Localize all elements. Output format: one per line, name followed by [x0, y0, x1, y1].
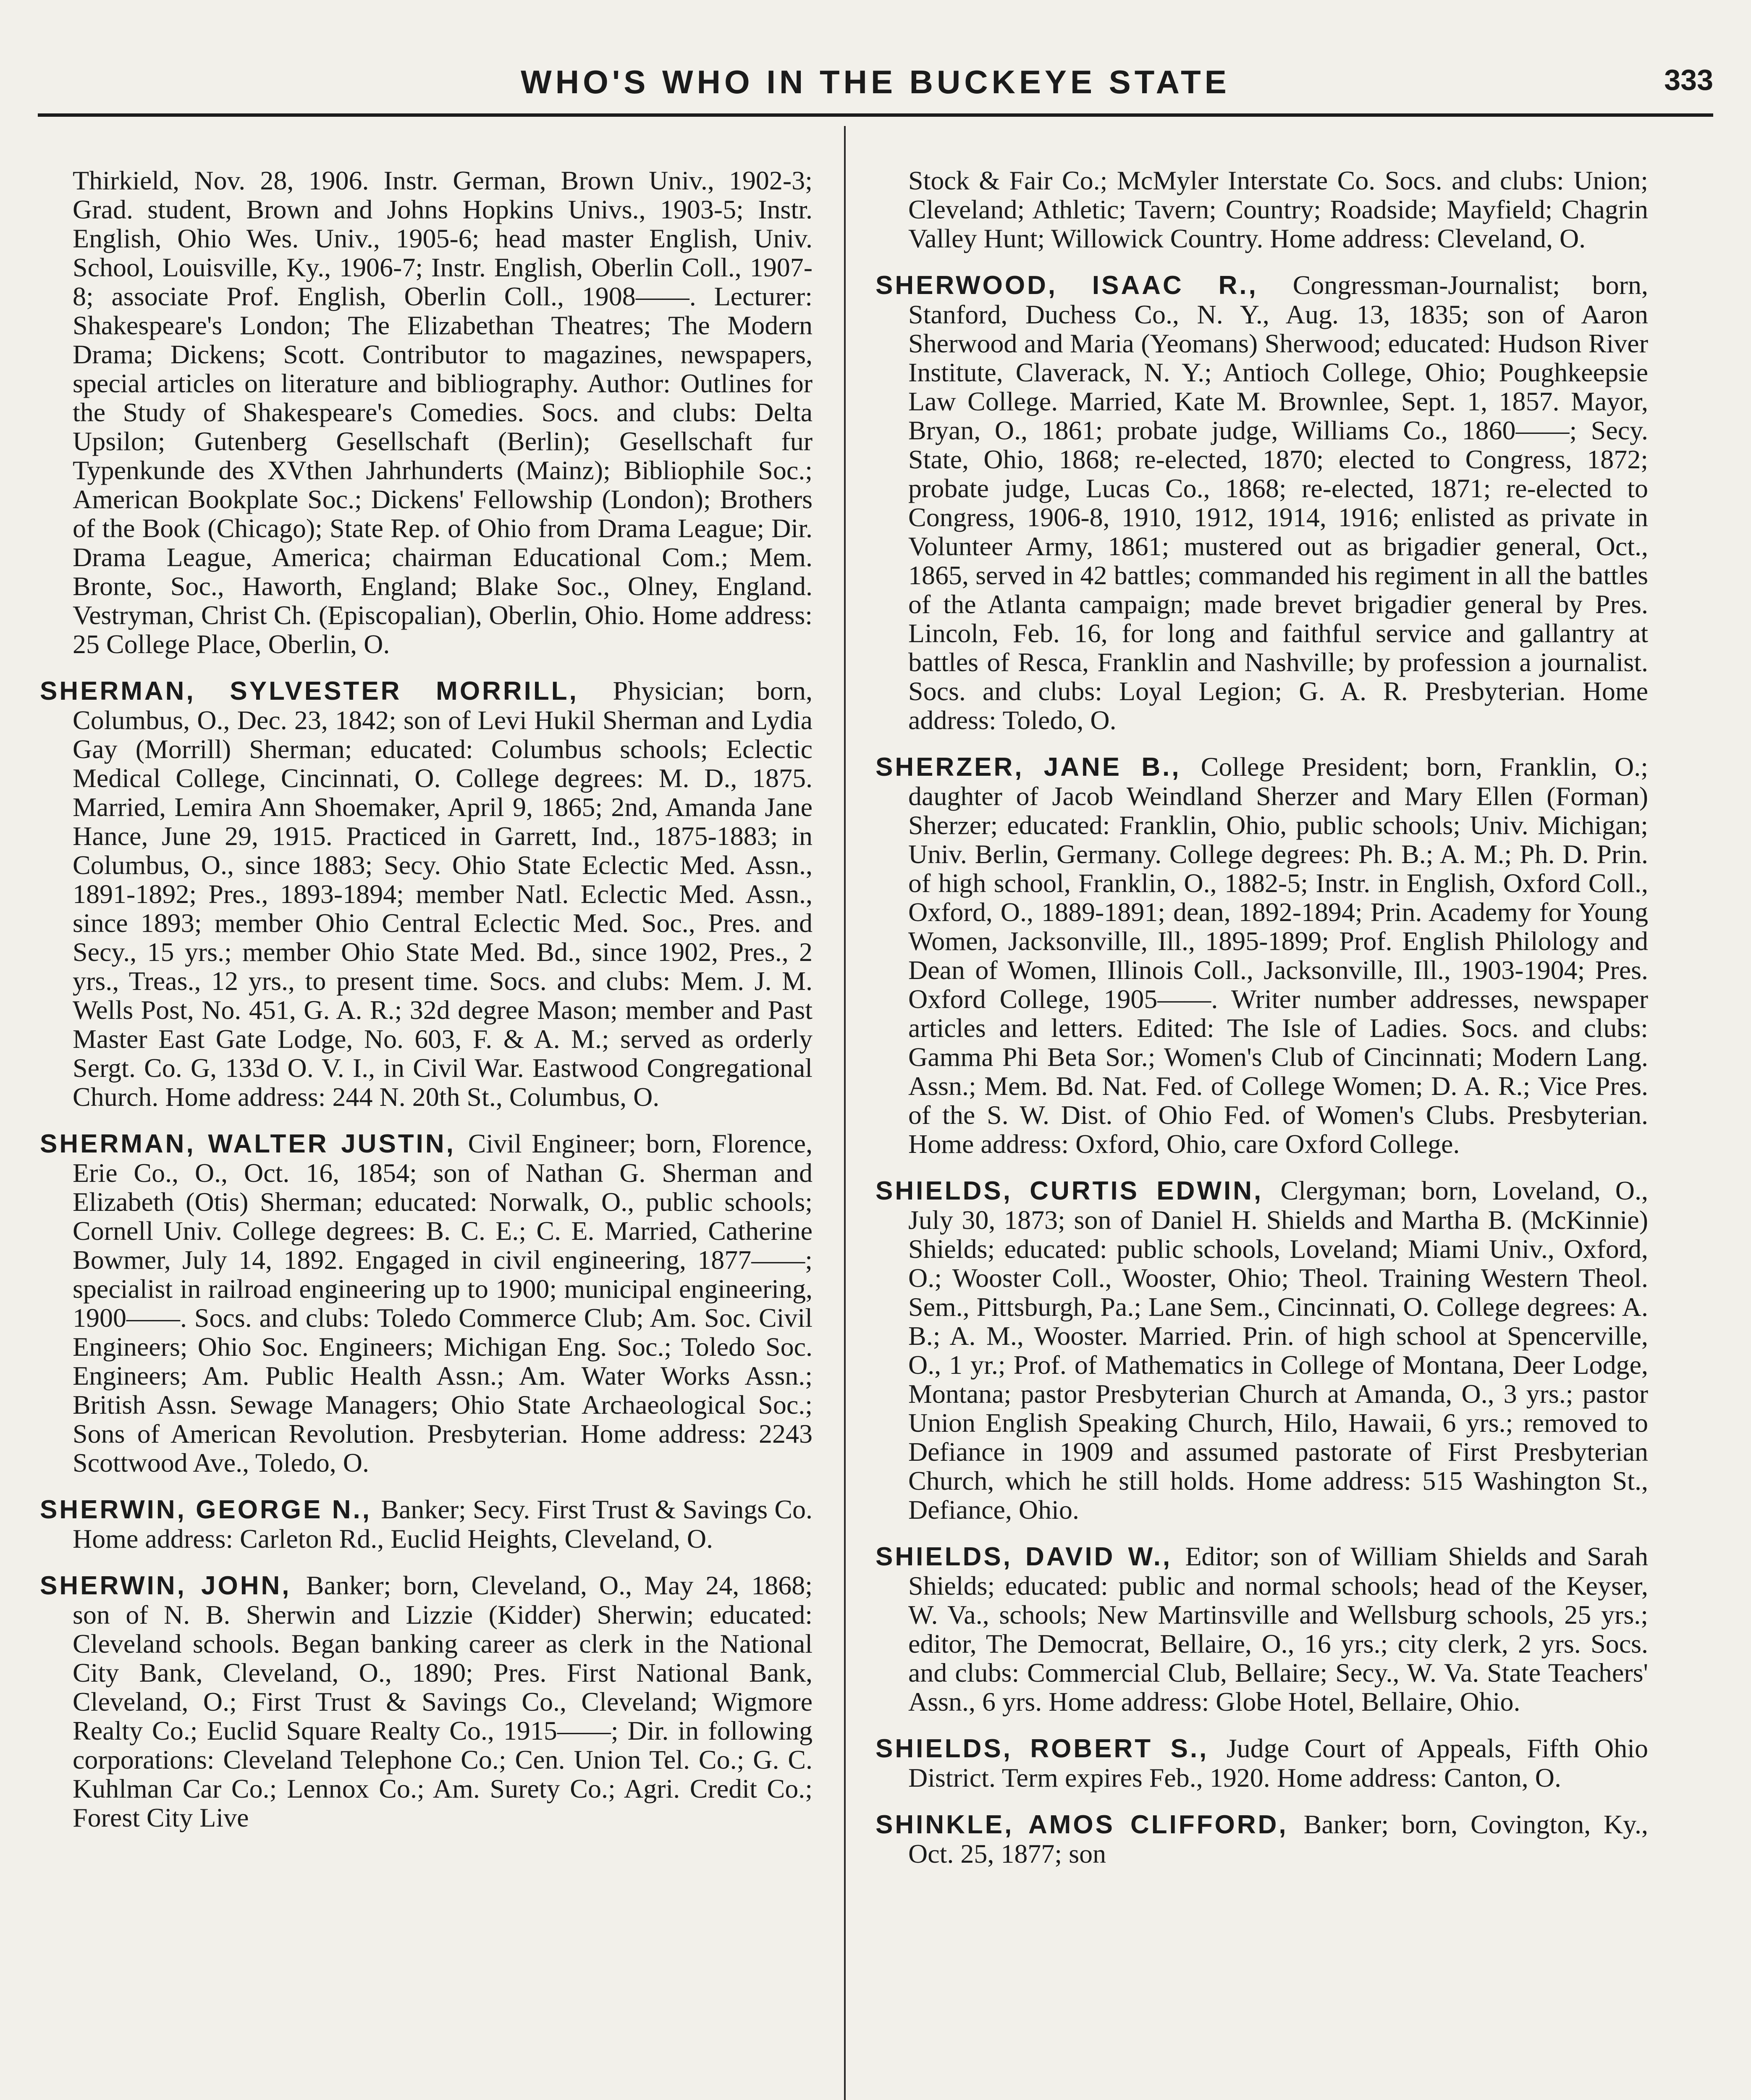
entry-name: SHERMAN, SYLVESTER MORRILL, [40, 677, 613, 706]
entry-text: Judge Court of Appeals, Fifth Ohio District. Term expires Feb., 1920. Home address: Canton, O. [908, 1733, 1648, 1793]
entry-name: SHERWIN, JOHN, [40, 1571, 306, 1600]
entry-text: Thirkield, Nov. 28, 1906. Instr. German, Brown Univ., 1902-3; Grad. student, Brown and Johns Hopkins Univs., 1903-5; Instr. English, Ohio Wes. Univ., 1905-6; head master English, Univ. School, Louisville, Ky., 1906-7; Instr. English, Oberlin Coll., 1907-8; associate Prof. English, Oberlin Coll., 1908——. Lecturer: Shakespeare's London; The Elizabethan Theatres; The Modern Drama; Dickens; Scott. Contributor to magazines, newspapers, special articles on literature and bibliography. Author: Outlines for the Study of Shakespeare's Comedies. Socs. and clubs: Delta Upsilon; Gutenberg Gesellschaft (Berlin); Gesellschaft fur Typenkunde des XVthen Jahrhunderts (Mainz); Bibliophile Soc.; American Bookplate Soc.; Dickens' Fellowship (London); Brothers of the Book (Chicago); State Rep. of Ohio from Drama League; Dir. Drama League, America; chairman Educational Com.; Mem. Bronte, Soc., Haworth, England; Blake Soc., Olney, England. Vestryman, Christ Ch. (Episcopalian), Oberlin, Ohio. Home address: 25 College Place, Oberlin, O. [73, 165, 813, 659]
column-divider [844, 126, 846, 2100]
entry-text: Clergyman; born, Loveland, O., July 30, 1873; son of Daniel H. Shields and Martha B. (McKinnie) Shields; educated: public schools, Loveland; Miami Univ., Oxford, O.; Wooster Coll., Wooster, Ohio; Theol. Training Western Theol. Sem., Pittsburgh, Pa.; Lane Sem., Cincinnati, O. College degrees: A. B.; A. M., Wooster. Married. Prin. of high school at Spencerville, O., 1 yr.; Prof. of Mathematics in College of Montana, Deer Lodge, Montana; pastor Presbyterian Church at Amanda, O., 3 yrs.; pastor Union English Speaking Church, Hilo, Hawaii, 6 yrs.; removed to Defiance in 1909 and assumed pastorate of First Presbyterian Church, which he still holds. Home address: 515 Washington St., Defiance, Ohio. [908, 1176, 1648, 1525]
entry-text: Physician; born, Columbus, O., Dec. 23, 1842; son of Levi Hukil Sherman and Lydia Gay (Morrill) Sherman; educated: Columbus schools; Eclectic Medical College, Cincinnati, O. College degrees: M. D., 1875. Married, Lemira Ann Shoemaker, April 9, 1865; 2nd, Amanda Jane Hance, June 29, 1915. Practiced in Garrett, Ind., 1875-1883; in Columbus, O., since 1883; Secy. Ohio State Eclectic Med. Assn., 1891-1892; Pres., 1893-1894; member Natl. Eclectic Med. Assn., since 1893; member Ohio Central Eclectic Med. Soc., Pres. and Secy., 15 yrs.; member Ohio State Med. Bd., since 1902, Pres., 2 yrs., Treas., 12 yrs., to present time. Socs. and clubs: Mem. J. M. Wells Post, No. 451, G. A. R.; 32d degree Mason; member and Past Master East Gate Lodge, No. 603, F. & A. M.; served as orderly Sergt. Co. G, 133d O. V. I., in Civil War. Eastwood Congregational Church. Home address: 244 N. 20th St., Columbus, O. [73, 676, 813, 1112]
entry-name: SHIELDS, ROBERT S., [876, 1734, 1227, 1763]
entry-text: Banker; born, Covington, Ky., Oct. 25, 1877; son [908, 1809, 1648, 1869]
entry-sherzer-jane [876, 752, 1648, 1158]
entry-continued [40, 166, 813, 659]
entry-text: Stock & Fair Co.; McMyler Interstate Co. Socs. and clubs: Union; Cleveland; Athletic; Tavern; Country; Roadside; Mayfield; Chagrin Valley Hunt; Willowick Country. Home address: Cleveland, O. [908, 165, 1648, 253]
running-title: WHO'S WHO IN THE BUCKEYE STATE [521, 63, 1230, 100]
running-head [38, 63, 1713, 117]
entry-name: SHERZER, JANE B., [876, 753, 1201, 782]
entry-name: SHINKLE, AMOS CLIFFORD, [876, 1810, 1304, 1839]
entry-text: Editor; son of William Shields and Sarah Shields; educated: public and normal schools; head of the Keyser, W. Va., schools; New Martinsville and Wellsburg schools, 25 yrs.; editor, The Democrat, Bellaire, O., 16 yrs.; city clerk, 2 yrs. Socs. and clubs: Commercial Club, Bellaire; Secy., W. Va. State Teachers' Assn., 6 yrs. Home address: Globe Hotel, Bellaire, Ohio. [908, 1541, 1648, 1717]
page-number: 333 [1664, 63, 1713, 96]
entry-sherwin-john [40, 1571, 813, 1832]
entry-sherwood-isaac [876, 270, 1648, 735]
entry-name: SHERWIN, GEORGE N., [40, 1495, 381, 1524]
entry-shinkle-amos [876, 1810, 1648, 1868]
entry-name: SHIELDS, CURTIS EDWIN, [876, 1176, 1281, 1205]
entry-shields-robert [876, 1734, 1648, 1792]
entry-sherwin-george [40, 1495, 813, 1553]
entry-name: SHERMAN, WALTER JUSTIN, [40, 1129, 468, 1158]
entry-text: Banker; Secy. First Trust & Savings Co. Home address: Carleton Rd., Euclid Heights, Cleveland, O. [73, 1494, 813, 1554]
entry-shields-david [876, 1542, 1648, 1716]
entry-name: SHIELDS, DAVID W., [876, 1542, 1185, 1571]
entry-text: Banker; born, Cleveland, O., May 24, 1868; son of N. B. Sherwin and Lizzie (Kidder) Sherwin; educated: Cleveland schools. Began banking career as clerk in the National City Bank, Cleveland, O., 1890; Pres. First National Bank, Cleveland, O.; First Trust & Savings Co., Cleveland; Wigmore Realty Co.; Euclid Square Realty Co., 1915——; Dir. in following corporations: Cleveland Telephone Co.; Cen. Union Tel. Co.; G. C. Kuhlman Car Co.; Lennox Co.; Am. Surety Co.; Agri. Credit Co.; Forest City Live [73, 1570, 813, 1832]
entry-sherman-sylvester [40, 676, 813, 1111]
entry-name: SHERWOOD, ISAAC R., [876, 271, 1293, 300]
right-column [876, 166, 1648, 1886]
entry-continued [876, 166, 1648, 253]
entry-text: Civil Engineer; born, Florence, Erie Co., O., Oct. 16, 1854; son of Nathan G. Sherman and Elizabeth (Otis) Sherman; educated: Norwalk, O., public schools; Cornell Univ. College degrees: B. C. E.; C. E. Married, Catherine Bowmer, July 14, 1892. Engaged in civil engineering, 1877——; specialist in railroad engineering up to 1900; municipal engineering, 1900——. Socs. and clubs: Toledo Commerce Club; Am. Soc. Civil Engineers; Ohio Soc. Engineers; Michigan Eng. Soc.; Toledo Soc. Engineers; Am. Public Health Assn.; Am. Water Works Assn.; British Assn. Sewage Managers; Ohio State Archaeological Soc.; Sons of American Revolution. Presbyterian. Home address: 2243 Scottwood Ave., Toledo, O. [73, 1129, 813, 1478]
left-column [40, 166, 813, 1850]
entry-text: College President; born, Franklin, O.; daughter of Jacob Weindland Sherzer and Mary Ellen (Forman) Sherzer; educated: Franklin, Ohio, public schools; Univ. Michigan; Univ. Berlin, Germany. College degrees: Ph. B.; A. M.; Ph. D. Prin. of high school, Franklin, O., 1882-5; Instr. in English, Oxford Coll., Oxford, O., 1889-1891; dean, 1892-1894; Prin. Academy for Young Women, Jacksonville, Ill., 1895-1899; Prof. English Philology and Dean of Women, Illinois Coll., Jacksonville, Ill., 1903-1904; Pres. Oxford College, 1905——. Writer number addresses, newspaper articles and letters. Edited: The Isle of Ladies. Socs. and clubs: Gamma Phi Beta Sor.; Women's Club of Cincinnati; Modern Lang. Assn.; Mem. Bd. Nat. Fed. of College Women; D. A. R.; Vice Pres. of the S. W. Dist. of Ohio Fed. of Women's Clubs. Presbyterian. Home address: Oxford, Ohio, care Oxford College. [908, 752, 1648, 1159]
entry-text: Congressman-Journalist; born, Stanford, Duchess Co., N. Y., Aug. 13, 1835; son of Aaron Sherwood and Maria (Yeomans) Sherwood; educated: Hudson River Institute, Claverack, N. Y.; Antioch College, Ohio; Poughkeepsie Law College. Married, Kate M. Brownlee, Sept. 1, 1857. Mayor, Bryan, O., 1861; probate judge, Williams Co., 1860——; Secy. State, Ohio, 1868; re-elected, 1870; elected to Congress, 1872; probate judge, Lucas Co., 1868; re-elected, 1871; re-elected to Congress, 1906-8, 1910, 1912, 1914, 1916; enlisted as private in Volunteer Army, 1861; mustered out as brigadier general, Oct., 1865, served in 42 battles; commanded his regiment in all the battles of the Atlanta campaign; made brevet brigadier general by Pres. Lincoln, Feb. 16, for long and faithful service and gallantry at battles of Resca, Franklin and Nashville; by profession a journalist. Socs. and clubs: Loyal Legion; G. A. R. Presbyterian. Home address: Toledo, O. [908, 270, 1648, 735]
entry-shields-curtis [876, 1176, 1648, 1524]
entry-sherman-walter [40, 1129, 813, 1477]
